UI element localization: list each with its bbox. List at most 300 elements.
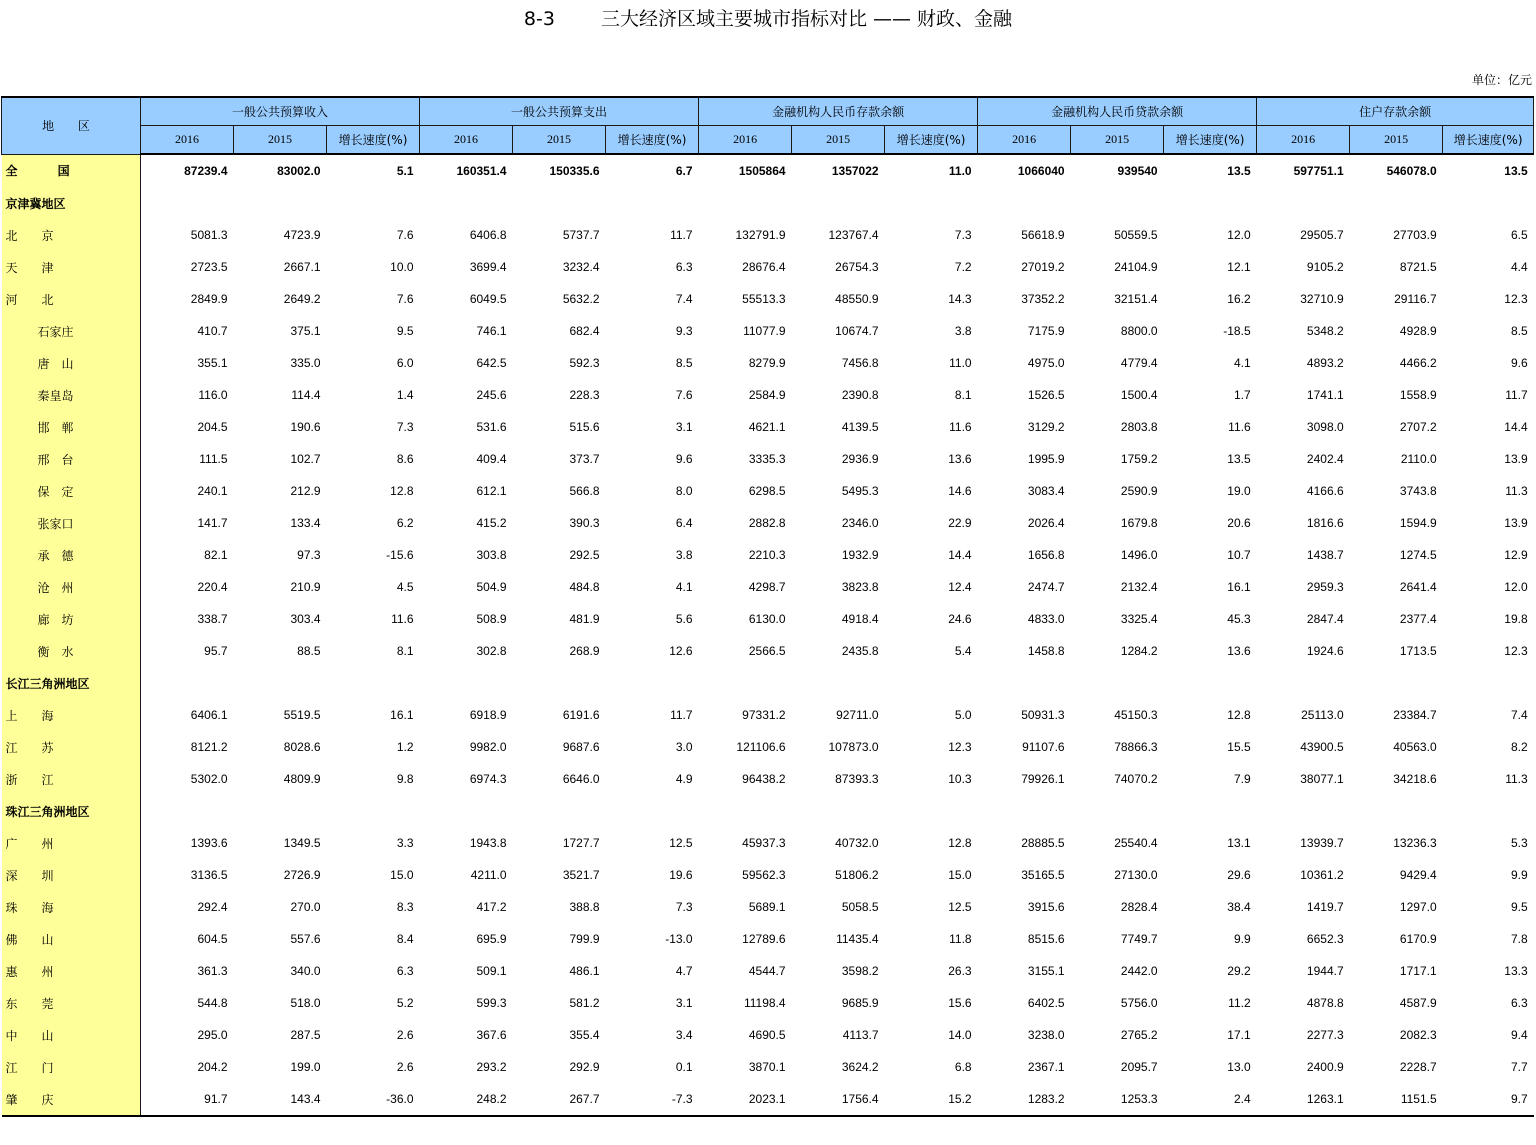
table-cell: 9982.0	[469, 740, 507, 754]
table-cell: 7.4	[1510, 708, 1528, 722]
table-cell: 87393.3	[835, 772, 879, 786]
table-cell: 2210.3	[748, 548, 786, 562]
table-cell: 40732.0	[835, 836, 879, 850]
table-cell: 7.3	[954, 228, 972, 242]
table-row	[2, 283, 1534, 315]
table-cell: 340.0	[290, 964, 321, 978]
table-cell: 40563.0	[1393, 740, 1437, 754]
table-cell: 2584.9	[748, 388, 786, 402]
table-cell: 240.1	[197, 484, 228, 498]
table-cell: 82.1	[204, 548, 228, 562]
table-cell: 388.8	[569, 900, 600, 914]
table-row	[2, 987, 1534, 1019]
table-cell: 292.9	[569, 1060, 600, 1074]
table-cell: 25113.0	[1301, 708, 1344, 722]
table-cell: 2828.4	[1120, 900, 1158, 914]
table-cell: 6298.5	[748, 484, 786, 498]
table-cell: 5689.1	[748, 900, 786, 914]
table-cell: 270.0	[290, 900, 321, 914]
table-cell: 29116.7	[1394, 292, 1437, 306]
growth-rate-header: 增长速度(%)	[1443, 126, 1534, 155]
region-name: 沧 州	[2, 571, 141, 603]
table-cell	[1443, 795, 1534, 827]
table-cell: 14.6	[948, 484, 972, 498]
table-cell: 13236.3	[1393, 836, 1437, 850]
table-cell: 12.3	[948, 740, 972, 754]
table-cell: 5737.7	[562, 228, 600, 242]
table-cell: 531.6	[476, 420, 507, 434]
total-row	[2, 154, 1534, 187]
table-cell: 2346.0	[841, 516, 879, 530]
table-row	[2, 315, 1534, 347]
table-cell: 8515.6	[1027, 932, 1065, 946]
group-header-deposits: 金融机构人民币存款余额	[699, 97, 978, 126]
table-cell: 2566.5	[748, 644, 786, 658]
table-cell: 5058.5	[841, 900, 879, 914]
table-cell: 2726.9	[283, 868, 321, 882]
table-cell: 12.5	[948, 900, 972, 914]
table-cell: 2959.3	[1306, 580, 1344, 594]
table-cell: 292.5	[569, 548, 600, 562]
table-body	[2, 154, 1534, 1116]
table-cell: 6.3	[1510, 996, 1528, 1010]
table-cell: 6652.3	[1306, 932, 1344, 946]
table-cell: 34218.6	[1393, 772, 1437, 786]
table-cell	[1350, 795, 1443, 827]
table-cell: 417.2	[476, 900, 507, 914]
table-cell: 12.9	[1504, 548, 1528, 562]
region-header: 地 区	[2, 97, 141, 154]
table-cell: 2132.4	[1120, 580, 1158, 594]
table-cell: 1656.8	[1027, 548, 1065, 562]
table-cell: 7175.9	[1027, 324, 1065, 338]
table-cell: 56618.9	[1021, 228, 1065, 242]
table-row	[2, 539, 1534, 571]
table-cell: 2765.2	[1120, 1028, 1158, 1042]
table-cell: 2442.0	[1120, 964, 1158, 978]
table-cell: 9.5	[396, 324, 414, 338]
table-cell: 2277.3	[1306, 1028, 1344, 1042]
table-cell: 7.6	[396, 228, 414, 242]
region-name: 张家口	[2, 507, 141, 539]
table-cell: 4.4	[1510, 260, 1528, 274]
year-2016-header: 2016	[420, 126, 513, 155]
table-cell: 604.5	[197, 932, 228, 946]
table-cell: 11.6	[1228, 420, 1251, 434]
table-row	[2, 411, 1534, 443]
table-cell: 9.4	[1510, 1028, 1528, 1042]
table-cell: 1438.7	[1306, 548, 1344, 562]
region-name: 珠江三角洲地区	[2, 795, 141, 827]
table-cell: 116.0	[198, 388, 228, 402]
table-cell: 8028.6	[283, 740, 321, 754]
table-cell: 97331.2	[742, 708, 786, 722]
table-cell	[978, 667, 1071, 699]
table-cell: 4893.2	[1306, 356, 1344, 370]
table-cell: 15.0	[390, 868, 414, 882]
table-cell: 11.2	[1228, 996, 1251, 1010]
table-cell: 1274.5	[1399, 548, 1437, 562]
table-cell: 3521.7	[562, 868, 600, 882]
table-cell	[234, 187, 327, 219]
table-cell: 1357022	[831, 164, 879, 178]
year-2016-header: 2016	[141, 126, 234, 155]
table-cell: 27130.0	[1114, 868, 1158, 882]
table-cell: 25540.4	[1114, 836, 1158, 850]
table-cell: 4809.9	[283, 772, 321, 786]
table-cell: 355.4	[569, 1028, 600, 1042]
table-cell: 8279.9	[748, 356, 786, 370]
table-cell: 15.0	[948, 868, 972, 882]
table-cell: 1943.8	[469, 836, 507, 850]
table-cell: 50931.3	[1021, 708, 1065, 722]
table-cell: 4298.7	[748, 580, 786, 594]
table-cell: 97.3	[297, 548, 321, 562]
table-cell	[327, 187, 420, 219]
table-cell: 5.6	[675, 612, 693, 626]
table-cell: 96438.2	[742, 772, 786, 786]
table-cell: 23384.7	[1393, 708, 1437, 722]
table-cell: 1458.8	[1027, 644, 1065, 658]
table-cell: 2936.9	[841, 452, 879, 466]
table-cell: 19.8	[1504, 612, 1528, 626]
table-cell: 7456.8	[841, 356, 879, 370]
data-table	[1, 96, 1534, 1117]
table-cell: 11.3	[1505, 772, 1528, 786]
table-cell: -15.6	[386, 548, 414, 562]
table-cell: 48550.9	[835, 292, 879, 306]
table-cell: 4690.5	[748, 1028, 786, 1042]
table-cell: 7.9	[1233, 772, 1251, 786]
table-cell: 5.1	[396, 164, 414, 178]
table-cell: 4211.0	[470, 868, 507, 882]
table-cell: 3.0	[675, 740, 693, 754]
table-cell: 45.3	[1227, 612, 1251, 626]
table-cell: 3232.4	[562, 260, 600, 274]
table-cell: 20.6	[1227, 516, 1251, 530]
region-name: 衡 水	[2, 635, 141, 667]
table-cell: 28885.5	[1021, 836, 1065, 850]
table-row	[2, 219, 1534, 251]
table-cell: 160351.4	[456, 164, 507, 178]
table-cell: 204.2	[197, 1060, 228, 1074]
table-cell: 1283.2	[978, 1083, 1071, 1116]
table-cell	[234, 795, 327, 827]
table-cell: 3155.1	[1027, 964, 1065, 978]
table-cell: 1151.5	[1350, 1083, 1443, 1116]
region-name: 邯 郸	[2, 411, 141, 443]
table-cell: 544.8	[197, 996, 228, 1010]
table-cell: 5632.2	[562, 292, 600, 306]
table-cell: 1500.4	[1120, 388, 1158, 402]
table-cell: 2847.4	[1306, 612, 1344, 626]
table-cell: 15.6	[948, 996, 972, 1010]
table-cell: 375.1	[290, 324, 321, 338]
table-cell: 486.1	[569, 964, 600, 978]
table-cell: 4466.2	[1399, 356, 1437, 370]
table-cell: 59562.3	[742, 868, 786, 882]
table-cell: 121106.6	[736, 740, 786, 754]
table-cell: 4166.6	[1306, 484, 1344, 498]
table-row	[2, 571, 1534, 603]
table-cell: 11.7	[670, 228, 693, 242]
table-cell: 220.4	[197, 580, 228, 594]
table-cell: 4544.7	[748, 964, 786, 978]
table-cell: 1526.5	[1027, 388, 1065, 402]
table-cell: 1756.4	[792, 1083, 885, 1116]
table-cell: 245.6	[476, 388, 507, 402]
table-cell: 5.2	[396, 996, 414, 1010]
table-row	[2, 923, 1534, 955]
header-row-groups	[2, 97, 1534, 126]
table-cell: 12789.6	[742, 932, 786, 946]
table-cell: -7.3	[606, 1083, 699, 1116]
table-cell: 2367.1	[1027, 1060, 1065, 1074]
region-name: 全 国	[2, 154, 141, 187]
table-cell: 335.0	[290, 356, 321, 370]
table-cell: 9.6	[1510, 356, 1528, 370]
region-name: 唐 山	[2, 347, 141, 379]
table-cell	[885, 187, 978, 219]
table-cell: 4139.5	[841, 420, 879, 434]
table-cell: 12.5	[669, 836, 693, 850]
table-cell	[885, 795, 978, 827]
table-cell: 9.3	[675, 324, 693, 338]
table-cell: 361.3	[197, 964, 228, 978]
region-name: 承 德	[2, 539, 141, 571]
table-cell: 9.9	[1510, 868, 1528, 882]
table-cell: 13.0	[1227, 1060, 1251, 1074]
table-cell	[792, 187, 885, 219]
table-cell: 9.9	[1233, 932, 1251, 946]
table-cell: 3.1	[675, 996, 693, 1010]
table-cell: 22.9	[948, 516, 972, 530]
table-cell: 1.7	[1233, 388, 1251, 402]
table-cell: 2.6	[396, 1028, 414, 1042]
section-row	[2, 667, 1534, 699]
table-cell: 9.5	[1510, 900, 1528, 914]
table-cell: 32151.4	[1114, 292, 1158, 306]
table-cell: 87239.4	[184, 164, 228, 178]
table-cell: 1.4	[396, 388, 414, 402]
table-cell: 228.3	[569, 388, 600, 402]
table-cell: 2723.5	[190, 260, 228, 274]
group-header-budget-expenditure: 一般公共预算支出	[420, 97, 699, 126]
table-cell: 799.9	[569, 932, 600, 946]
year-2016-header: 2016	[1257, 126, 1350, 155]
table-cell: 6406.8	[469, 228, 507, 242]
table-row	[2, 955, 1534, 987]
table-cell: 10.7	[1227, 548, 1251, 562]
table-cell: 15.5	[1227, 740, 1251, 754]
table-cell: 1393.6	[190, 836, 228, 850]
table-cell	[1350, 667, 1443, 699]
region-name: 江 门	[2, 1051, 141, 1083]
table-row	[2, 507, 1534, 539]
year-2016-header: 2016	[699, 126, 792, 155]
table-row	[2, 1083, 1534, 1116]
table-cell: 2707.2	[1399, 420, 1437, 434]
table-cell: 4.1	[675, 580, 693, 594]
region-name: 广 州	[2, 827, 141, 859]
table-row	[2, 763, 1534, 795]
table-cell: 3624.2	[841, 1060, 879, 1074]
table-cell: 415.2	[476, 516, 507, 530]
table-cell: 1496.0	[1120, 548, 1158, 562]
table-cell: 592.3	[569, 356, 600, 370]
table-cell: 11077.9	[743, 324, 786, 338]
table-cell: 6.2	[396, 516, 414, 530]
table-cell: 642.5	[476, 356, 507, 370]
table-cell: 12.3	[1504, 644, 1528, 658]
table-row	[2, 891, 1534, 923]
table-cell: 1263.1	[1257, 1083, 1350, 1116]
table-cell: 3.4	[675, 1028, 693, 1042]
table-cell: 4928.9	[1399, 324, 1437, 338]
table-header	[2, 97, 1534, 154]
table-cell: 102.7	[290, 452, 321, 466]
table-cell: 5756.0	[1120, 996, 1158, 1010]
table-cell	[1164, 187, 1257, 219]
table-cell: 13.9	[1504, 452, 1528, 466]
table-cell: 16.1	[390, 708, 414, 722]
table-cell: 8.6	[396, 452, 414, 466]
table-cell	[978, 187, 1071, 219]
table-cell: 11.0	[949, 356, 972, 370]
table-cell	[327, 667, 420, 699]
year-2015-header: 2015	[513, 126, 606, 155]
table-cell: 8.5	[1510, 324, 1528, 338]
table-cell: 12.8	[1227, 708, 1251, 722]
table-cell: 32710.9	[1300, 292, 1344, 306]
table-cell: 1924.6	[1306, 644, 1344, 658]
table-cell: 12.8	[948, 836, 972, 850]
table-cell: 2849.9	[190, 292, 228, 306]
table-cell: 6.5	[1510, 228, 1528, 242]
table-cell: 2095.7	[1120, 1060, 1158, 1074]
table-cell: 939540	[1117, 164, 1158, 178]
table-cell: 292.4	[197, 900, 228, 914]
table-cell	[234, 667, 327, 699]
table-cell	[699, 187, 792, 219]
group-header-loans: 金融机构人民币贷款余额	[978, 97, 1257, 126]
table-cell: 355.1	[197, 356, 228, 370]
table-cell: 6049.5	[469, 292, 507, 306]
region-name: 石家庄	[2, 315, 141, 347]
year-2015-header: 2015	[792, 126, 885, 155]
table-cell: 143.4	[234, 1083, 327, 1116]
table-cell: 7.8	[1510, 932, 1528, 946]
table-cell	[1257, 795, 1350, 827]
table-row	[2, 379, 1534, 411]
table-cell: 1419.7	[1306, 900, 1344, 914]
table-cell: 409.4	[476, 452, 507, 466]
table-cell	[1164, 667, 1257, 699]
table-cell: 2590.9	[1120, 484, 1158, 498]
table-cell: 29.6	[1227, 868, 1251, 882]
table-cell: 2649.2	[283, 292, 321, 306]
table-cell: 14.4	[1504, 420, 1528, 434]
table-cell: 267.7	[513, 1083, 606, 1116]
table-cell	[1257, 187, 1350, 219]
table-cell: 7.3	[396, 420, 414, 434]
table-cell: 8.1	[396, 644, 414, 658]
table-cell: 508.9	[476, 612, 507, 626]
table-cell: 8121.2	[190, 740, 228, 754]
table-cell: 10674.7	[835, 324, 879, 338]
table-cell: 4723.9	[283, 228, 321, 242]
table-cell	[513, 667, 606, 699]
table-cell: 88.5	[297, 644, 321, 658]
table-cell: 9.7	[1443, 1083, 1534, 1116]
table-cell: 50559.5	[1114, 228, 1158, 242]
table-cell: 1679.8	[1120, 516, 1158, 530]
table-cell	[1071, 795, 1164, 827]
table-cell: 4.1	[1233, 356, 1251, 370]
table-cell: 4587.9	[1399, 996, 1437, 1010]
table-cell: 15.2	[885, 1083, 978, 1116]
table-cell: 14.0	[948, 1028, 972, 1042]
region-name: 上 海	[2, 699, 141, 731]
table-cell: 3.8	[954, 324, 972, 338]
table-cell: 2.4	[1164, 1083, 1257, 1116]
table-cell: 4779.4	[1120, 356, 1158, 370]
table-cell: 4878.8	[1306, 996, 1344, 1010]
table-cell: 2641.4	[1399, 580, 1437, 594]
table-cell: 6130.0	[748, 612, 786, 626]
table-cell	[327, 795, 420, 827]
table-cell: 2023.1	[699, 1083, 792, 1116]
table-row	[2, 1051, 1534, 1083]
table-cell: 4.7	[675, 964, 693, 978]
table-cell: 27019.2	[1021, 260, 1065, 274]
table-cell: 9.6	[675, 452, 693, 466]
table-cell: 481.9	[569, 612, 600, 626]
table-cell: 43900.5	[1300, 740, 1344, 754]
table-cell: 6.7	[675, 164, 693, 178]
table-cell: 3.3	[396, 836, 414, 850]
table-cell: 373.7	[569, 452, 600, 466]
table-cell: 1349.5	[283, 836, 321, 850]
table-cell	[978, 795, 1071, 827]
table-cell: 13.6	[1227, 644, 1251, 658]
table-cell: 566.8	[569, 484, 600, 498]
table-cell: 10.3	[948, 772, 972, 786]
growth-rate-header: 增长速度(%)	[885, 126, 978, 155]
table-cell: 3325.4	[1120, 612, 1158, 626]
table-cell: 6974.3	[469, 772, 507, 786]
table-cell: 295.0	[197, 1028, 228, 1042]
table-cell: 5.3	[1510, 836, 1528, 850]
table-cell: -18.5	[1223, 324, 1251, 338]
table-cell: 3699.4	[469, 260, 507, 274]
table-cell: 13.5	[1227, 452, 1251, 466]
table-cell: 7.3	[675, 900, 693, 914]
table-cell	[885, 667, 978, 699]
region-name: 廊 坊	[2, 603, 141, 635]
table-cell	[792, 795, 885, 827]
table-cell: 45150.3	[1114, 708, 1158, 722]
table-cell: 1505864	[738, 164, 786, 178]
table-cell: 91107.6	[1022, 740, 1065, 754]
table-cell: 14.4	[948, 548, 972, 562]
table-cell: 12.1	[1227, 260, 1251, 274]
table-cell: 4833.0	[1027, 612, 1065, 626]
table-row	[2, 443, 1534, 475]
table-cell: 484.8	[569, 580, 600, 594]
unit-label: 单位：亿元	[1471, 73, 1532, 87]
table-cell	[792, 667, 885, 699]
